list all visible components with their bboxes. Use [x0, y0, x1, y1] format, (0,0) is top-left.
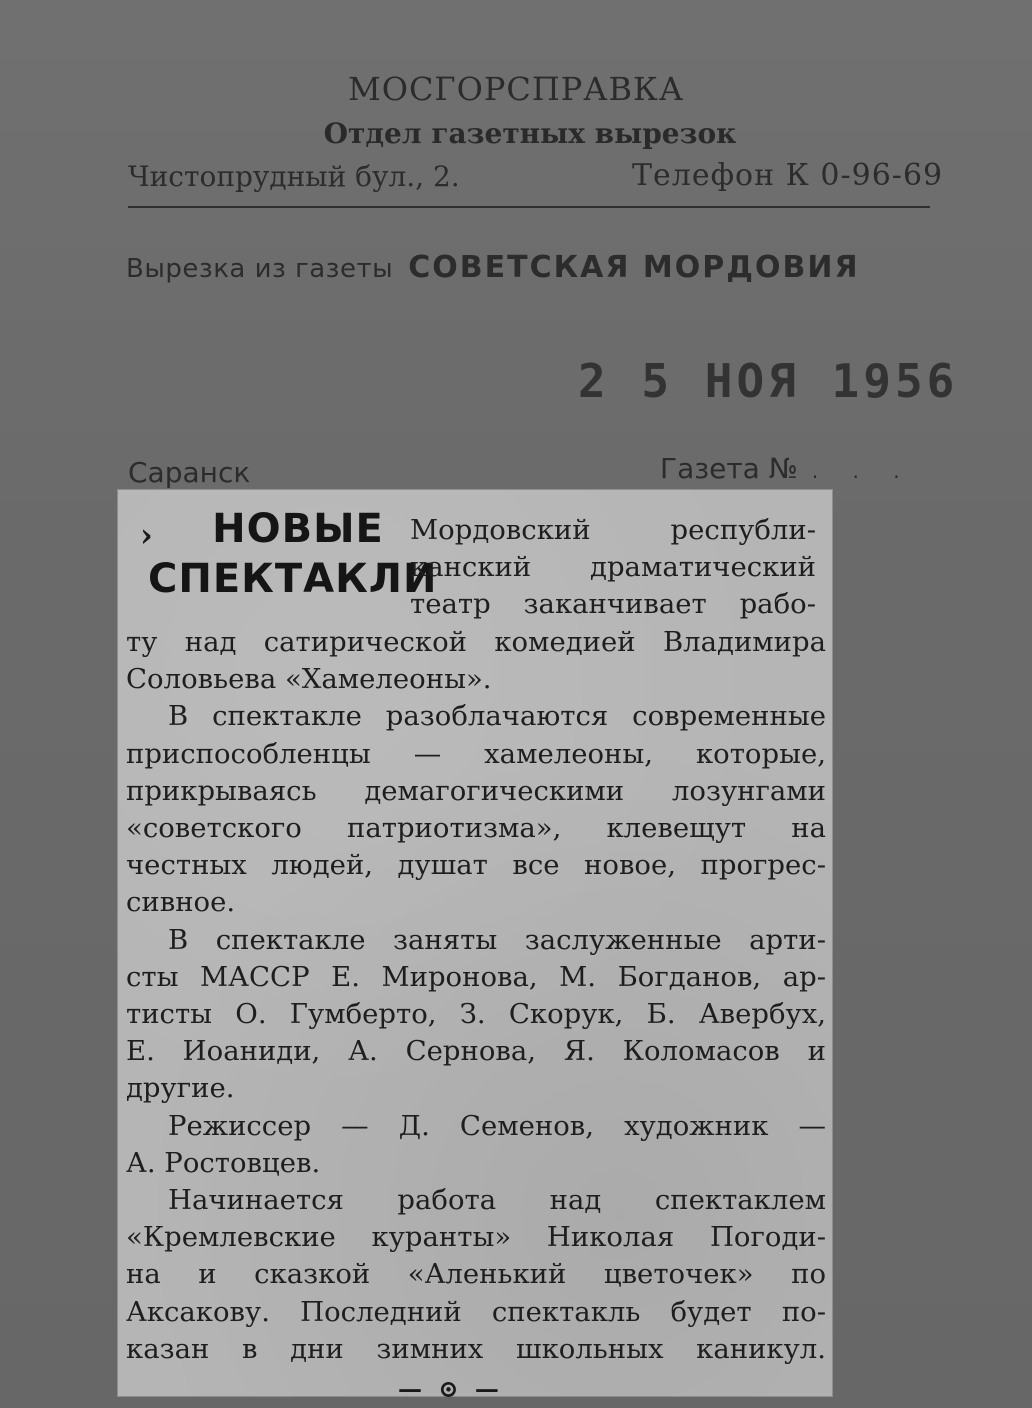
article-line: «советского патриотизма», клевещут на — [126, 812, 826, 845]
article-body — [126, 624, 826, 1368]
article-line: ту над сатирической комедией Владимира — [126, 626, 826, 658]
issue-label: Газета № — [660, 452, 798, 485]
address: Чистопрудный бул., 2. — [128, 160, 460, 193]
article-line: Начинается работа над спектаклем — [168, 1184, 826, 1217]
article-line: сты МАССР Е. Миронова, М. Богданов, ар- — [126, 960, 826, 993]
organization-name: МОСГОРСПРАВКА — [347, 70, 685, 108]
header-divider — [128, 206, 930, 208]
newspaper-clipping — [118, 490, 832, 1403]
department-name: Отдел газетных вырезок — [323, 117, 737, 150]
clip-source-row — [126, 250, 860, 285]
article-line: Режиссер — Д. Семенов, художник — — [168, 1109, 826, 1142]
article-line: А. Ростовцев. — [126, 1146, 321, 1179]
issue-number: . . . — [811, 459, 914, 483]
lead-line: канский драматический — [410, 551, 816, 584]
lead-line: театр заканчивает рабо- — [410, 588, 816, 621]
article-line: Соловьева «Хамелеоны». — [126, 663, 492, 696]
article-line: казан в дни зимних школьных каникул. — [126, 1332, 826, 1365]
article-line: В спектакле заняты заслуженные арти- — [168, 923, 826, 956]
clip-source-label: Вырезка из газеты — [126, 254, 394, 284]
article-line: «Кремлевские куранты» Николая Погоди- — [126, 1221, 826, 1254]
article-line: прикрываясь демагогическими лозунгами — [126, 774, 826, 807]
bracket-mark: › — [140, 516, 153, 554]
article-line: Е. Иоаниди, А. Сернова, Я. Коломасов и — [126, 1035, 826, 1068]
newspaper-name: СОВЕТСКАЯ МОРДОВИЯ — [408, 250, 860, 285]
article-line: тисты О. Гумберто, З. Скорук, Б. Авербух, — [126, 998, 826, 1031]
article-lead — [410, 512, 816, 624]
headline-line-2: СПЕКТАКЛИ — [148, 556, 438, 602]
lead-line: Мордовский республи- — [410, 514, 816, 546]
date-stamp: 2 5 НОЯ 1956 — [578, 354, 959, 408]
issue-number-row — [660, 452, 914, 485]
article-line: честных людей, душат все новое, прогрес- — [126, 849, 826, 882]
article-separator: — ⊙ — — [398, 1374, 503, 1403]
article-line: Аксакову. Последний спектакль будет по- — [126, 1295, 826, 1328]
article-line: на и сказкой «Аленький цветочек» по — [126, 1258, 826, 1291]
headline-line-1: НОВЫЕ — [212, 506, 384, 552]
article-line: В спектакле разоблачаются современные — [168, 700, 826, 733]
article-line: другие. — [126, 1072, 235, 1105]
phone-number: Телефон К 0-96-69 — [632, 158, 944, 193]
city: Саранск — [128, 456, 251, 489]
article-headline — [148, 504, 438, 604]
article-line: приспособленцы — хамелеоны, которые, — [126, 737, 826, 770]
article-line: сивное. — [126, 886, 236, 919]
